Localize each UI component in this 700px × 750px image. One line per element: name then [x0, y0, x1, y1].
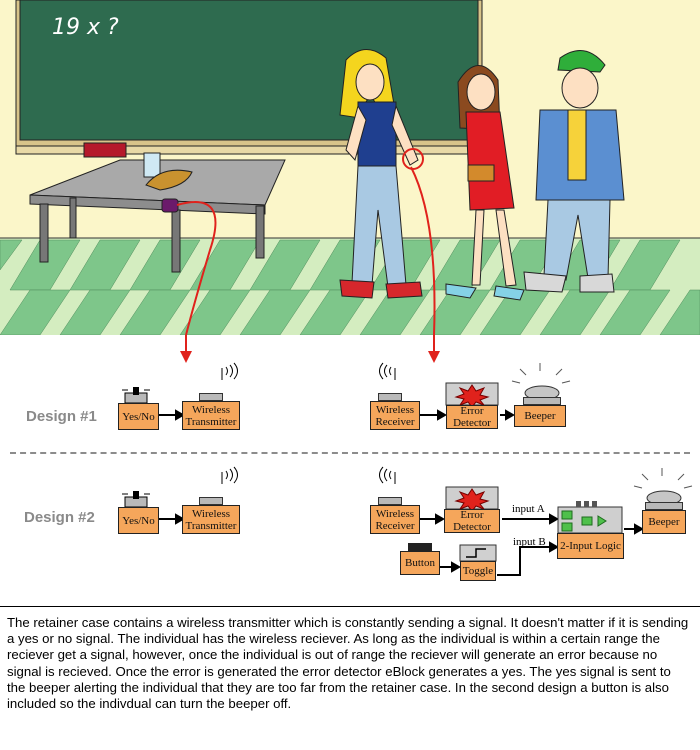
design2-error-label-1: Error — [460, 509, 484, 521]
design2-beeper-block — [642, 510, 686, 534]
design1-error-detector-block — [446, 405, 498, 429]
transmitter-wave-icon — [222, 363, 238, 380]
button-cap — [408, 543, 432, 551]
design1-receiver-label-2: Receiver — [375, 415, 415, 428]
design2-button-label: Button — [405, 557, 435, 569]
yes-no-switch-icon — [122, 387, 150, 403]
design1-transmitter-label-2: Transmitter — [185, 415, 237, 428]
design2-error-label-2: Detector — [453, 521, 491, 533]
design1-beeper-block — [514, 405, 566, 427]
design1-error-label-2: Detector — [453, 417, 491, 429]
transmitter-wave-icon-2 — [222, 467, 238, 484]
design2-error-detector-block — [444, 509, 500, 533]
transmitter-arrow-head — [180, 351, 192, 363]
design1-transmitter-label-1: Wireless — [191, 403, 231, 416]
design1-yes-no-label: Yes/No — [122, 410, 155, 423]
design2-logic-label: 2-Input Logic — [560, 540, 621, 552]
design1-beeper-top — [523, 397, 561, 405]
receiver-wave-icon — [380, 363, 396, 380]
design2-yes-no-label: Yes/No — [122, 514, 155, 527]
design2-transmitter-label-1: Wireless — [191, 507, 231, 520]
design2-label: Design #2 — [24, 509, 95, 526]
toggle-top — [460, 545, 496, 561]
design2-logic-block — [557, 533, 624, 559]
design1-label: Design #1 — [26, 408, 97, 425]
chalkboard-text: 19 x ? — [52, 15, 119, 40]
error-burst-icon — [456, 385, 488, 407]
beeper-sound-icon-2 — [634, 468, 692, 488]
design1-receiver-top — [378, 393, 402, 401]
receiver-arrow-head — [428, 351, 440, 363]
design2-toggle-block — [460, 561, 496, 581]
design1-beeper-label: Beeper — [524, 410, 556, 422]
description-text: The retainer case contains a wireless transmitter which is constantly sending a signal. It doesn't matter if it is sending a yes or no signal. The individual has the wireless reciever. As long as the individual is within a certain range the reciever get a signal, however, once the individual is out of range the reciever will generate an error because no signal is recieved. Once the error is generated the error detector eBlock generates a yes. The yes signal is sent to the beeper alerting the individual that they are too far from the retainer case. In the second design a button is also included so the indivdual can turn the beeper off. — [0, 606, 700, 750]
error-burst-icon-2 — [456, 489, 488, 511]
beeper-sound-icon — [512, 363, 570, 383]
signal-input-a: input A — [512, 503, 545, 515]
design2-receiver-top — [378, 497, 402, 505]
design2-transmitter-top — [199, 497, 223, 505]
classroom-scene — [0, 0, 700, 335]
design1-error-label-1: Error — [460, 405, 484, 417]
design2-receiver-block — [370, 505, 420, 534]
design2-transmitter-block — [182, 505, 240, 534]
yes-no-switch-icon-2 — [122, 491, 150, 507]
diagram-wires — [0, 335, 700, 605]
design1-transmitter-top — [199, 393, 223, 401]
design-diagram — [0, 335, 700, 605]
logic-top-switches — [576, 501, 597, 507]
design1-receiver-label-1: Wireless — [375, 403, 415, 416]
glass — [144, 153, 160, 177]
design2-beeper-top — [645, 502, 683, 510]
design2-toggle-label: Toggle — [462, 565, 494, 577]
design1-transmitter-block — [182, 401, 240, 430]
eraser — [84, 143, 126, 157]
design2-receiver-label-2: Receiver — [375, 519, 415, 532]
design2-button-block — [400, 551, 440, 575]
signal-input-b: input B — [513, 536, 546, 548]
design2-yes-no-block — [118, 507, 159, 534]
design2-receiver-label-1: Wireless — [375, 507, 415, 520]
design2-beeper-label: Beeper — [648, 516, 680, 528]
retainer-case — [162, 199, 178, 212]
receiver-wave-icon-2 — [380, 467, 396, 484]
design2-transmitter-label-2: Transmitter — [185, 519, 237, 532]
design1-yes-no-block — [118, 403, 159, 430]
design1-receiver-block — [370, 401, 420, 430]
design-separator — [10, 452, 690, 454]
